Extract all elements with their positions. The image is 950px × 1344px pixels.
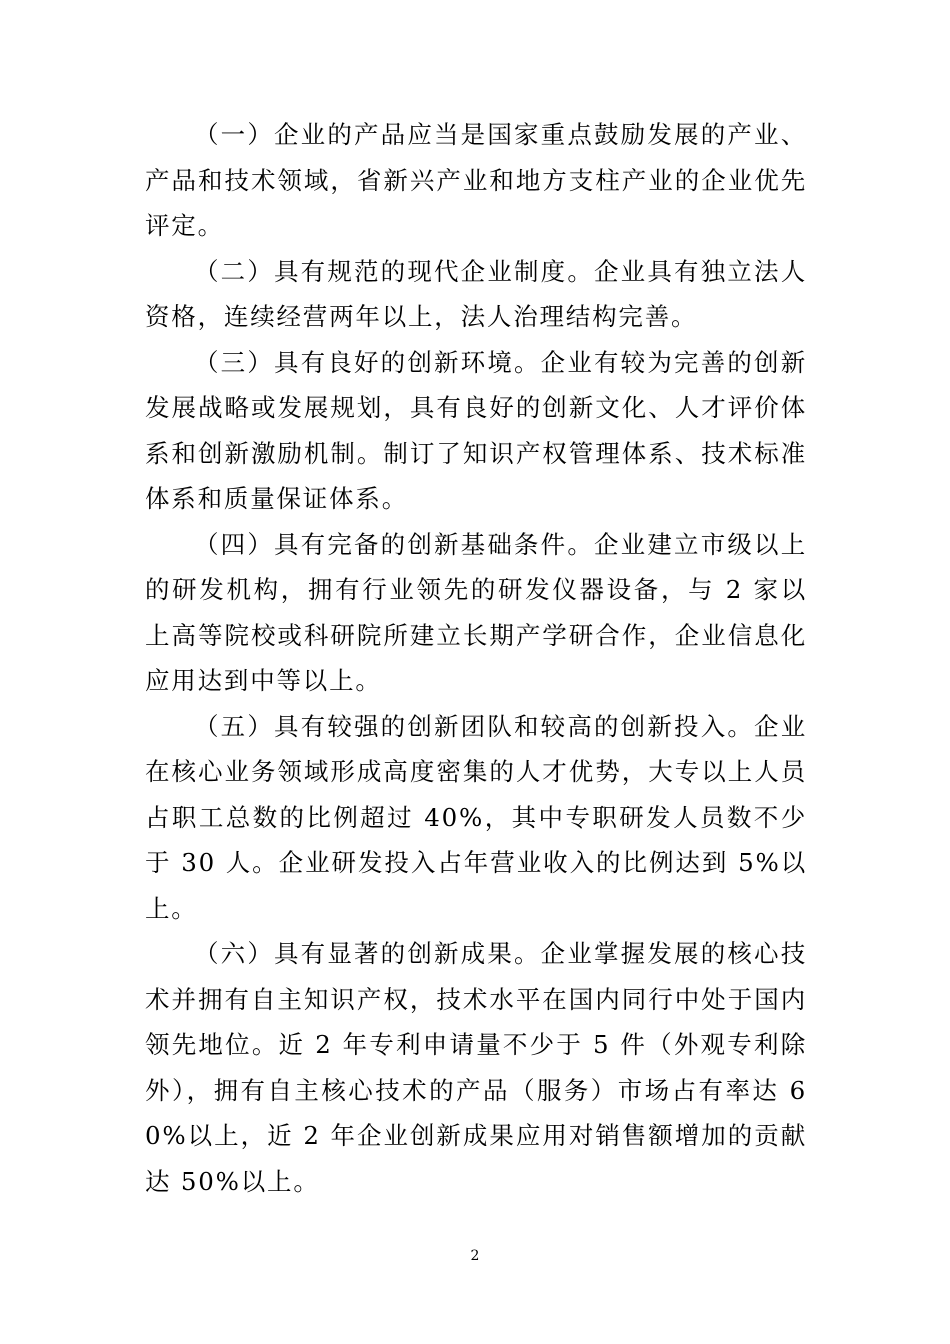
paragraph-2: （二）具有规范的现代企业制度。企业具有独立法人资格，连续经营两年以上，法人治理结构完善。 (145, 256, 807, 331)
page-number: 2 (470, 1248, 480, 1264)
document-body (145, 112, 807, 1204)
paragraph-4: （四）具有完备的创新基础条件。企业建立市级以上的研发机构，拥有行业领先的研发仪器设备，与 2 家以上高等院校或科研院所建立长期产学研合作，企业信息化应用达到中等以上。 (145, 529, 807, 695)
paragraph-6: （六）具有显著的创新成果。企业掌握发展的核心技术并拥有自主知识产权，技术水平在国内同行中处于国内领先地位。近 2 年专利申请量不少于 5 件（外观专利除外），拥有自主核心技术的产品（服务）市场占有率达 60%以上，近 2 年企业创新成果应用对销售额增加的贡献达 50%以上。 (145, 939, 807, 1196)
paragraph-3: （三）具有良好的创新环境。企业有较为完善的创新发展战略或发展规划，具有良好的创新文化、人才评价体系和创新激励机制。制订了知识产权管理体系、技术标准体系和质量保证体系。 (145, 347, 807, 513)
paragraph-5: （五）具有较强的创新团队和较高的创新投入。企业在核心业务领域形成高度密集的人才优势，大专以上人员占职工总数的比例超过 40%，其中专职研发人员数不少于 30 人。企业研发投入占年营业收入的比例达到 5%以上。 (145, 711, 807, 923)
paragraph-1: （一）企业的产品应当是国家重点鼓励发展的产业、产品和技术领域，省新兴产业和地方支柱产业的企业优先评定。 (145, 120, 807, 240)
